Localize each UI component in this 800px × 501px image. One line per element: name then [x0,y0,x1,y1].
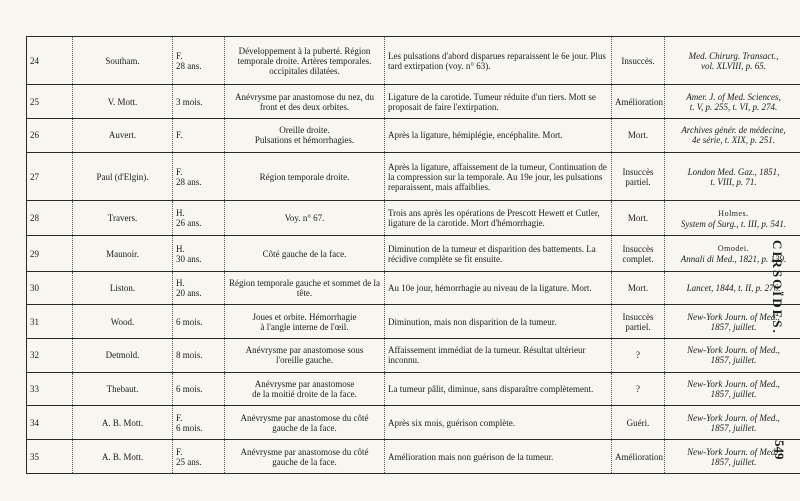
source-reference: New-York Journ. of Med., 1857, juillet. [687,412,780,433]
case-row [27,119,800,153]
tumor-seat-cell [225,339,385,373]
surgeon-name: Paul (d'Elgin). [96,171,149,182]
case-number: 24 [30,55,39,66]
tumor-seat-cell [225,85,385,119]
result-text-cell [385,440,612,474]
surgeon-name-cell [73,406,173,440]
case-row [27,271,800,305]
sex-age-cell [173,406,225,440]
outcome: Mort. [627,213,649,224]
result-text-cell [385,406,612,440]
case-row [27,37,800,85]
source-reference-cell [665,339,800,373]
case-number-cell [27,85,73,119]
outcome: Insuccès complet. [622,243,654,264]
tumor-seat: Côté gauche de la face. [262,248,347,259]
source-reference: New-York Journ. of Med., 1857, juillet. [687,446,780,467]
case-number-cell [27,305,73,339]
sex-age-cell [173,372,225,406]
case-row [27,406,800,440]
result-text: Après six mois, guérison complète. [388,417,515,428]
case-number: 30 [30,282,39,293]
outcome-cell [612,372,665,406]
surgeon-name-cell [73,152,173,200]
case-number: 27 [30,171,39,182]
surgeon-name: Maunoir. [106,248,139,259]
case-table [26,36,800,474]
source-reference-cell [665,152,800,200]
result-text-cell [385,37,612,85]
outcome: Insuccès. [621,55,655,66]
outcome-cell [612,440,665,474]
surgeon-name: Detmold. [105,350,140,361]
source-reference-cell [665,406,800,440]
surgeon-name-cell [73,339,173,373]
case-number: 26 [30,130,39,141]
surgeon-name: Auvert. [108,130,137,141]
tumor-seat: Anévrysme par anastomose du nez, du front et des deux orbites. [235,91,374,112]
outcome-cell [612,406,665,440]
source-reference: Amer. J. of Med. Sciences, t. V, p. 255, t. VI, p. 274. [686,91,781,112]
source-reference: London Med. Gaz., 1851, t. VIII, p. 71. [687,166,780,187]
case-row [27,372,800,406]
tumor-seat: Anévrysme par anastomose sous l'oreille gauche. [245,345,364,366]
sex-age-cell [173,440,225,474]
tumor-seat-cell [225,372,385,406]
surgeon-name-cell [73,236,173,271]
case-number: 32 [30,350,39,361]
tumor-seat-cell [225,119,385,153]
tumor-seat-cell [225,406,385,440]
surgeon-name-cell [73,271,173,305]
source-reference: New-York Journ. of Med., 1857, juillet. [687,311,780,332]
case-number-cell [27,201,73,236]
outcome: ? [636,384,640,395]
source-reference: New-York Journ. of Med., 1857, juillet. [687,379,780,400]
result-text: Après la ligature, hémiplégie, encéphalite. Mort. [388,130,563,141]
case-row [27,236,800,271]
case-number-cell [27,339,73,373]
surgeon-name-cell [73,119,173,153]
source-reference-cell [665,201,800,236]
tumor-seat-cell [225,271,385,305]
case-number: 29 [30,248,39,259]
tumor-seat: Joues et orbite. Hémorrhagie à l'angle interne de l'œil. [252,311,357,332]
case-row [27,85,800,119]
outcome: Insuccès partiel. [622,311,654,332]
case-number: 34 [30,417,39,428]
sex-age: H. 30 ans. [176,243,202,264]
result-text: Affaissement immédiat de la tumeur. Résultat ultérieur inconnu. [388,345,586,366]
result-text: Diminution, mais non disparition de la tumeur. [388,316,557,327]
page-number: 549 [772,440,787,460]
result-text-cell [385,271,612,305]
surgeon-name: Liston. [109,282,136,293]
sex-age-cell [173,339,225,373]
result-text: Après la ligature, affaissement de la tumeur, Continuation de la compression sur la temporale. Au 19e jour, les pulsations reparaissent, mais affaiblies. [388,161,607,192]
running-head: CIRSOÏDES. [770,240,785,335]
source-reference: Archives génér. de médecine, 4e série, t. XIX, p. 251. [681,125,786,146]
outcome: Insuccès partiel. [622,166,654,187]
surgeon-name: V. Mott. [107,96,138,107]
sex-age-cell [173,37,225,85]
outcome: Guéri. [626,417,650,428]
sex-age-cell [173,271,225,305]
tumor-seat-cell [225,236,385,271]
outcome-cell [612,201,665,236]
case-number: 25 [30,96,39,107]
source-reference-cell [665,85,800,119]
sex-age: 8 mois. [176,350,203,361]
tumor-seat: Anévrysme par anastomose du côté gauche de la face. [240,446,369,467]
tumor-seat: Région temporale gauche et sommet de la tête. [229,277,380,298]
sex-age: F. 28 ans. [176,50,202,71]
tumor-seat: Développement à la puberté. Région temporale droite. Artères temporales. occipitales dilatées. [237,45,372,76]
case-number-cell [27,119,73,153]
case-number: 35 [30,451,39,462]
source-reference: Med. Chirurg. Transact., vol. XLVIII, p. 65. [688,50,779,71]
outcome-cell [612,37,665,85]
source-reference: Lancet, 1844, t. II, p. 276. [686,282,781,293]
surgeon-name-cell [73,201,173,236]
result-text: Diminution de la tumeur et disparition des battements. La récidive complète se fit ensuite. [388,243,596,264]
result-text-cell [385,305,612,339]
result-text-cell [385,152,612,200]
sex-age-cell [173,305,225,339]
tumor-seat-cell [225,305,385,339]
case-number-cell [27,406,73,440]
sex-age: 3 mois. [176,96,203,107]
case-number: 33 [30,384,39,395]
tumor-seat: Oreille droite. Pulsations et hémorrhagies. [254,125,355,146]
sex-age: F. [176,130,183,141]
sex-age-cell [173,201,225,236]
tumor-seat: Anévrysme par anastomose du côté gauche de la face. [240,412,369,433]
tumor-seat: Région temporale droite. [259,171,350,182]
sex-age: H. 20 ans. [176,277,202,298]
source-reference-cell [665,119,800,153]
sex-age-cell [173,119,225,153]
sex-age: F. 28 ans. [176,166,202,187]
surgeon-name: Southam. [105,55,140,66]
surgeon-name-cell [73,305,173,339]
case-row [27,339,800,373]
outcome-cell [612,85,665,119]
result-text: Ligature de la carotide. Tumeur réduite d'un tiers. Mott se proposait de faire l'extirpation. [388,91,596,112]
tumor-seat-cell [225,440,385,474]
result-text-cell [385,119,612,153]
surgeon-name: Thebaut. [106,384,139,395]
source-reference: Holmes. System of Surg., t. III, p. 541. [680,208,787,229]
surgeon-name-cell [73,85,173,119]
case-number-cell [27,271,73,305]
outcome-cell [612,236,665,271]
result-text-cell [385,372,612,406]
source-reference: New-York Journ. of Med., 1857, juillet. [687,345,780,366]
surgeon-name-cell [73,372,173,406]
surgeon-name: A. B. Mott. [101,417,144,428]
tumor-seat: Anévrysme par anastomose de la moitié droite de la face. [252,379,357,400]
case-number: 28 [30,213,39,224]
outcome-cell [612,271,665,305]
tumor-seat-cell [225,201,385,236]
surgeon-name: Travers. [107,213,138,224]
sex-age-cell [173,152,225,200]
surgeon-name: A. B. Mott. [101,451,144,462]
case-number-cell [27,236,73,271]
case-row [27,152,800,200]
source-reference: Omodei. Annali di Med., 1821, p. 139. [680,244,787,264]
sex-age-cell [173,85,225,119]
result-text-cell [385,339,612,373]
result-text-cell [385,201,612,236]
tumor-seat-cell [225,37,385,85]
case-row [27,440,800,474]
result-text: Les pulsations d'abord disparues reparaissent le 6e jour. Plus tard extirpation (voy. n° 63). [388,50,606,71]
source-reference-cell [665,372,800,406]
surgeon-name-cell [73,440,173,474]
outcome: Mort. [627,130,649,141]
result-text: Trois ans après les opérations de Prescott Hewett et Cutler, ligature de la carotide. Mort d'hémorrhagie. [388,208,600,229]
case-row [27,305,800,339]
case-number: 31 [30,316,39,327]
outcome: Amélioration [615,451,663,462]
case-number-cell [27,37,73,85]
surgeon-name: Wood. [110,316,135,327]
result-text-cell [385,236,612,271]
outcome-cell [612,119,665,153]
source-reference-cell [665,37,800,85]
outcome: Mort. [627,282,649,293]
sex-age: F. 6 mois. [176,412,203,433]
tumor-seat-cell [225,152,385,200]
sex-age: F. 25 ans. [176,446,202,467]
outcome: Amélioration [615,96,663,107]
sex-age: 6 mois. [176,316,203,327]
case-row [27,201,800,236]
sex-age: H. 26 ans. [176,208,202,229]
tumor-seat: Voy. n° 67. [284,213,325,224]
case-number-cell [27,372,73,406]
surgeon-name-cell [73,37,173,85]
result-text-cell [385,85,612,119]
case-table-body [27,37,800,474]
outcome: ? [636,350,640,361]
outcome-cell [612,305,665,339]
result-text: Au 10e jour, hémorrhagie au niveau de la ligature. Mort. [388,282,592,293]
case-number-cell [27,440,73,474]
sex-age-cell [173,236,225,271]
result-text: Amélioration mais non guérison de la tumeur. [388,451,554,462]
outcome-cell [612,152,665,200]
result-text: La tumeur pâlit, diminue, sans disparaître complètement. [388,384,594,395]
case-number-cell [27,152,73,200]
sex-age: 6 mois. [176,384,203,395]
outcome-cell [612,339,665,373]
